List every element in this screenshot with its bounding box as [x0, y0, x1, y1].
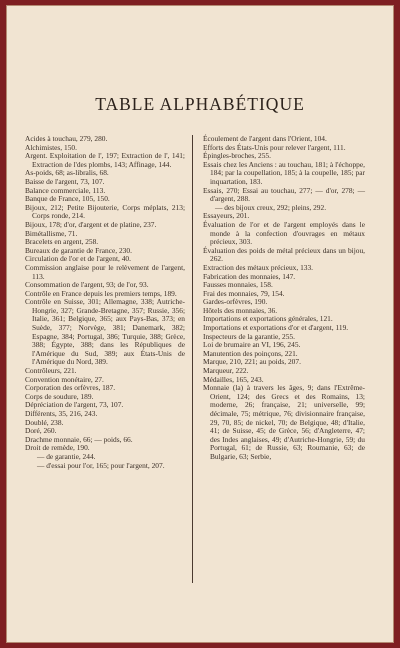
index-entry: Hôtels des monnaies, 36.	[203, 305, 278, 315]
index-entry: Circulation de l'or et de l'argent, 40.	[25, 254, 131, 264]
index-column-right	[203, 135, 365, 462]
index-entry: Acides à touchau, 279, 280.	[25, 134, 108, 143]
index-entry: Drachme monnaie, 66; — poids, 66.	[25, 434, 133, 444]
index-entry: Essayeurs, 201.	[203, 211, 250, 221]
index-entry: Consommation de l'argent, 93; de l'or, 93.	[25, 280, 149, 290]
index-entry: Écoulement de l'argent dans l'Orient, 104.	[203, 134, 327, 143]
index-entry: Marqueur, 222.	[203, 366, 249, 376]
index-entry: Monnaie (la) à travers les âges, 9; dans l'Extrême-Orient, 124; des Grecs et des Romains, 13; moderne, 26; française, 21; universelle, 99; décimale, 75; métrique, 76; divisionnaire française, 29, 70, 85; de nickel, 70; de Belgique, 48; d'Italie, 41; de Suisse, 45; de Grèce, 56; d'Angleterre, 47; des Indes anglaises, 49; d'Autriche-Hongrie, 59; du Portugal, 61; de Russie, 63; Roumanie, 63; de Bulgarie, 63; Serbie,	[203, 383, 365, 461]
index-entry: Bijoux, 212; Petite Bijouterie, Corps méplats, 213; Corps ronde, 214.	[25, 202, 185, 221]
index-entry: Essais chez les Anciens : au touchau, 181; à l'échoppe, 184; par la coupellation, 185; à la coupelle, 185; par inquartation, 183.	[203, 159, 365, 186]
index-column-left	[25, 135, 185, 470]
index-entry: Doublé, 238.	[25, 417, 64, 427]
index-entry: Contrôle en Suisse, 301; Allemagne, 338; Autriche-Hongrie, 327; Grande-Bretagne, 357; Russie, 356; Italie, 361; Belgique, 365; aux Pays-Bas, 373; en Suède, 377; Norvège, 381; Danemark, 382; Espagne, 384; Portugal, 386; Turquie, 388; Grèce, 388; Égypte, 388; dans les Républiques de l'Amérique du Sud, 389; aux États-Unis de l'Amérique du Nord, 389.	[25, 297, 185, 367]
index-entry: Commission anglaise pour le relèvement de l'argent, 113.	[25, 262, 185, 281]
index-entry: Essais, 270; Essai au touchau, 277; — d'or, 278; — d'argent, 288.	[203, 185, 365, 204]
index-entry: Fausses monnaies, 158.	[203, 280, 273, 290]
index-entry: Corporation des orfèvres, 187.	[25, 383, 116, 393]
index-entry: Importations et exportations d'or et d'argent, 119.	[203, 323, 349, 333]
index-entry: Fabrication des monnaies, 147.	[203, 271, 296, 281]
index-entry: Baisse de l'argent, 73, 107.	[25, 176, 105, 186]
index-entry: Frai des monnaies, 79, 154.	[203, 288, 285, 298]
index-entry: Évaluation des poids de métal précieux dans un bijou, 262.	[203, 245, 365, 264]
index-entry: Argent. Exploitation de l', 197; Extraction de l', 141; Extraction de l'des plombs, 143; Affinage, 144.	[25, 151, 185, 169]
index-entry: As-poids, 68; as-libralis, 68.	[25, 168, 109, 178]
index-entry: Loi de brumaire an VI, 196, 245.	[203, 340, 301, 350]
index-entry: Bracelets en argent, 258.	[25, 237, 99, 247]
book-page	[6, 5, 394, 643]
page-title: TABLE ALPHABÉTIQUE	[95, 94, 305, 114]
index-entry: — d'essai pour l'or, 165; pour l'argent, 207.	[37, 460, 165, 470]
index-entry: Alchimistes, 150.	[25, 142, 77, 152]
index-entry: Contrôle en France depuis les premiers temps, 189.	[25, 288, 177, 298]
index-entry: Épingles-broches, 255.	[203, 151, 271, 161]
index-entry: Contrôleurs, 221.	[25, 366, 77, 376]
index-entry: Bijoux, 178; d'or, d'argent et de platine, 237.	[25, 219, 157, 229]
index-entry: Évaluation de l'or et de l'argent employés dans le monde à la confection d'ouvrages en métaux précieux, 303.	[203, 219, 365, 247]
index-entry: Efforts des États-Unis pour relever l'argent, 111.	[203, 142, 346, 152]
index-entry: Différents, 35, 216, 243.	[25, 409, 98, 418]
column-divider	[192, 135, 193, 583]
index-entry: Médailles, 165, 243.	[203, 374, 264, 384]
index-entry: Droit de remède, 190.	[25, 443, 90, 453]
index-entry: Marque, 210, 221; au poids, 207.	[203, 357, 301, 367]
index-entry: Convention monétaire, 27.	[25, 374, 104, 384]
index-entry: — des bijoux creux, 292; pleins, 292.	[215, 202, 327, 212]
index-entry: Importations et exportations générales, 121.	[203, 314, 333, 324]
index-entry: Dépréciation de l'argent, 73, 107.	[25, 400, 124, 410]
index-entry: Extraction des métaux précieux, 133.	[203, 262, 314, 272]
index-entry: Banque de France, 105, 150.	[25, 194, 110, 204]
index-entry: Balance commerciale, 113.	[25, 185, 106, 195]
index-entry: Inspecteurs de la garantie, 255.	[203, 331, 295, 341]
index-entry: Corps de soudure, 189.	[25, 391, 94, 401]
index-entry: Doré, 260.	[25, 426, 57, 436]
index-entry: Bureaux de garantie de France, 230.	[25, 245, 132, 255]
index-entry: Bimétallisme, 71.	[25, 228, 78, 238]
index-entry: — de garantie, 244.	[37, 451, 96, 461]
index-entry: Gardes-orfèvres, 190.	[203, 297, 268, 307]
index-entry: Manutention des poinçons, 221.	[203, 348, 298, 358]
